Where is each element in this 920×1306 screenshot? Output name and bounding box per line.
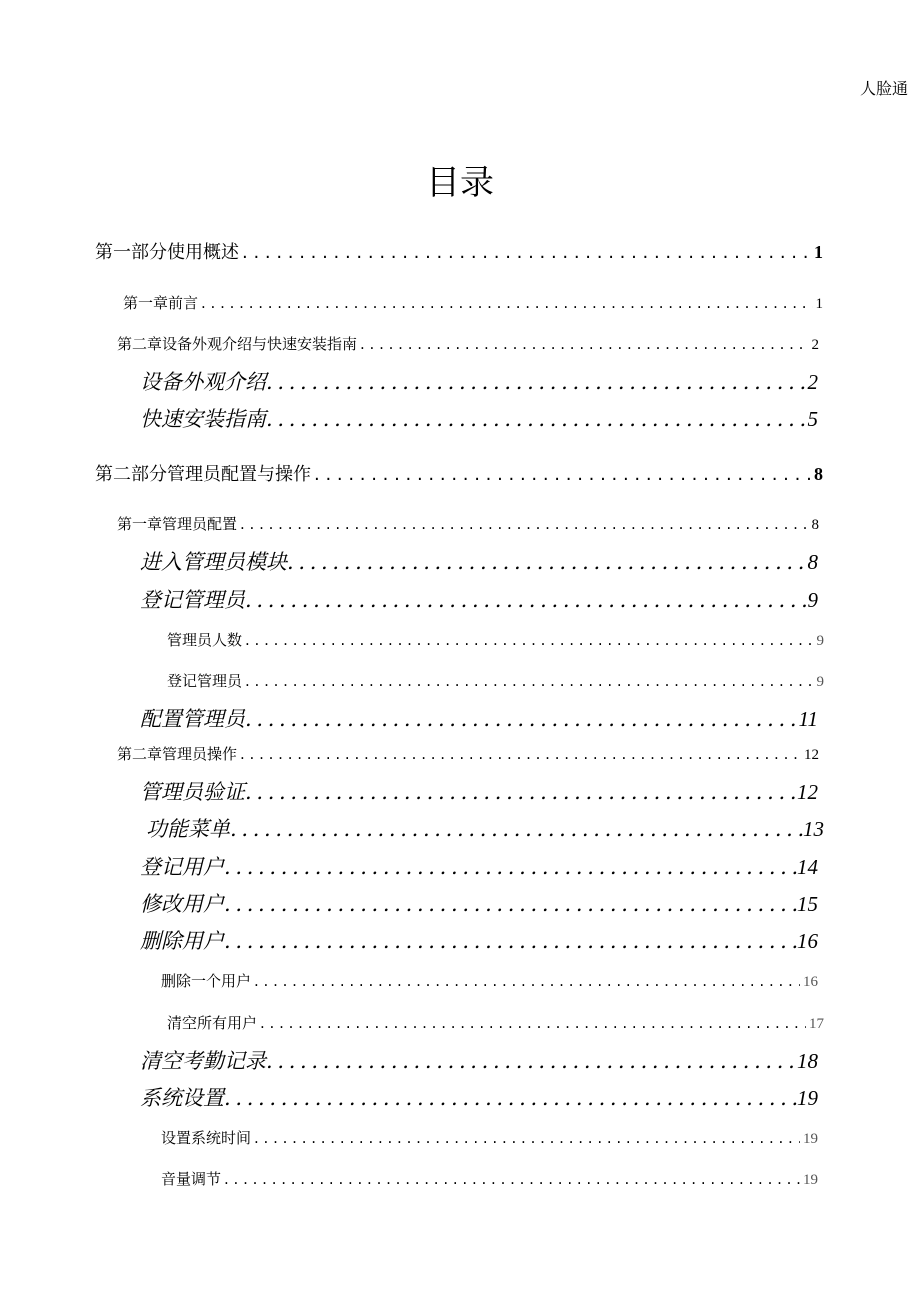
- toc-entry[interactable]: [167, 629, 824, 650]
- header-brand: 人脸通: [859, 79, 908, 98]
- toc-entry[interactable]: [140, 366, 818, 396]
- toc-label: 设备外观介绍: [140, 370, 266, 394]
- toc-entry[interactable]: [161, 1168, 818, 1189]
- toc-page: 18: [797, 1049, 818, 1073]
- toc-label: 第一章管理员配置: [117, 515, 238, 533]
- toc-label: 修改用户: [140, 892, 224, 916]
- toc-page: 9: [816, 674, 824, 690]
- toc-leader: [266, 407, 808, 428]
- toc-leader: [224, 1086, 797, 1107]
- toc-label: 功能菜单: [146, 817, 230, 841]
- toc-page: 8: [807, 550, 818, 574]
- toc-entry[interactable]: [146, 813, 824, 843]
- toc-page: 11: [798, 707, 818, 731]
- toc-label: 管理员人数: [167, 631, 243, 649]
- toc-leader: [240, 745, 801, 760]
- toc-label: 第一部分使用概述: [95, 242, 239, 263]
- toc-entry[interactable]: [140, 403, 818, 433]
- toc-label: 配置管理员: [140, 707, 245, 731]
- toc-label: 进入管理员模块: [140, 550, 287, 574]
- toc-leader: [254, 972, 800, 987]
- toc-label: 删除用户: [140, 929, 224, 953]
- toc-label: 清空所有用户: [167, 1014, 258, 1032]
- toc-entry[interactable]: [140, 546, 818, 576]
- toc-entry[interactable]: [95, 238, 823, 264]
- toc-label: 登记管理员: [140, 588, 245, 612]
- toc-page: 5: [807, 407, 818, 431]
- toc-page: 12: [797, 780, 818, 804]
- toc-leader: [245, 672, 813, 687]
- toc-entry[interactable]: [95, 460, 823, 486]
- toc-leader: [260, 1014, 806, 1029]
- toc-label: 快速安装指南: [140, 407, 266, 431]
- toc-leader: [230, 817, 803, 838]
- toc-entry[interactable]: [167, 670, 824, 691]
- toc-leader: [242, 242, 811, 260]
- toc-label: 设置系统时间: [161, 1129, 252, 1147]
- toc-leader: [314, 464, 811, 482]
- toc-entry[interactable]: [117, 513, 819, 534]
- toc-page: 16: [797, 929, 818, 953]
- toc-page: 1: [814, 242, 823, 262]
- toc-entry[interactable]: [140, 584, 818, 614]
- toc-label: 删除一个用户: [161, 972, 252, 990]
- toc-leader: [245, 588, 808, 609]
- toc-entry[interactable]: [140, 1045, 818, 1075]
- toc-page: 12: [804, 747, 819, 763]
- toc-page: 8: [814, 464, 823, 484]
- toc-entry[interactable]: [117, 333, 819, 354]
- toc-entry[interactable]: [123, 292, 823, 313]
- toc-page: 19: [797, 1086, 818, 1110]
- toc-leader: [224, 855, 797, 876]
- toc-page: 16: [803, 974, 818, 990]
- toc-page: 2: [807, 370, 818, 394]
- page-title: 目录: [426, 163, 494, 203]
- toc-page: 15: [797, 892, 818, 916]
- toc-page: 9: [807, 588, 818, 612]
- toc-entry[interactable]: [140, 851, 818, 881]
- toc-label: 清空考勤记录: [140, 1049, 266, 1073]
- toc-leader: [254, 1129, 800, 1144]
- toc-leader: [360, 335, 808, 350]
- toc-entry[interactable]: [140, 776, 818, 806]
- toc-leader: [224, 892, 797, 913]
- toc-leader: [240, 515, 808, 530]
- toc-label: 第二部分管理员配置与操作: [95, 464, 311, 485]
- toc-entry[interactable]: [117, 743, 819, 764]
- toc-label: 登记管理员: [167, 672, 243, 690]
- toc-leader: [245, 707, 799, 728]
- toc-entry[interactable]: [140, 925, 818, 955]
- toc-leader: [287, 550, 808, 571]
- toc-leader: [245, 631, 813, 646]
- toc-entry[interactable]: [140, 703, 818, 733]
- toc-entry[interactable]: [161, 970, 818, 991]
- toc-page: 9: [816, 633, 824, 649]
- toc-label: 管理员验证: [140, 780, 245, 804]
- toc-page: 1: [815, 296, 823, 312]
- toc-label: 第一章前言: [123, 294, 199, 312]
- toc-label: 登记用户: [140, 855, 224, 879]
- toc-label: 音量调节: [161, 1170, 222, 1188]
- toc-label: 第二章设备外观介绍与快速安装指南: [117, 335, 358, 353]
- toc-leader: [266, 1049, 797, 1070]
- toc-entry[interactable]: [161, 1127, 818, 1148]
- toc-page: 19: [803, 1131, 818, 1147]
- toc-page: 13: [803, 817, 824, 841]
- toc-label: 系统设置: [140, 1086, 224, 1110]
- toc-page: 2: [811, 337, 819, 353]
- toc-leader: [266, 370, 808, 391]
- toc-entry[interactable]: [140, 1082, 818, 1112]
- toc-page: 8: [811, 517, 819, 533]
- toc-leader: [245, 780, 797, 801]
- toc-label: 第二章管理员操作: [117, 745, 238, 763]
- toc-leader: [224, 929, 797, 950]
- toc-entry[interactable]: [140, 888, 818, 918]
- toc-page: 14: [797, 855, 818, 879]
- toc-page: 17: [809, 1016, 824, 1032]
- toc-leader: [224, 1170, 800, 1185]
- toc-leader: [201, 294, 812, 309]
- toc-page: 19: [803, 1172, 818, 1188]
- toc-entry[interactable]: [167, 1012, 824, 1033]
